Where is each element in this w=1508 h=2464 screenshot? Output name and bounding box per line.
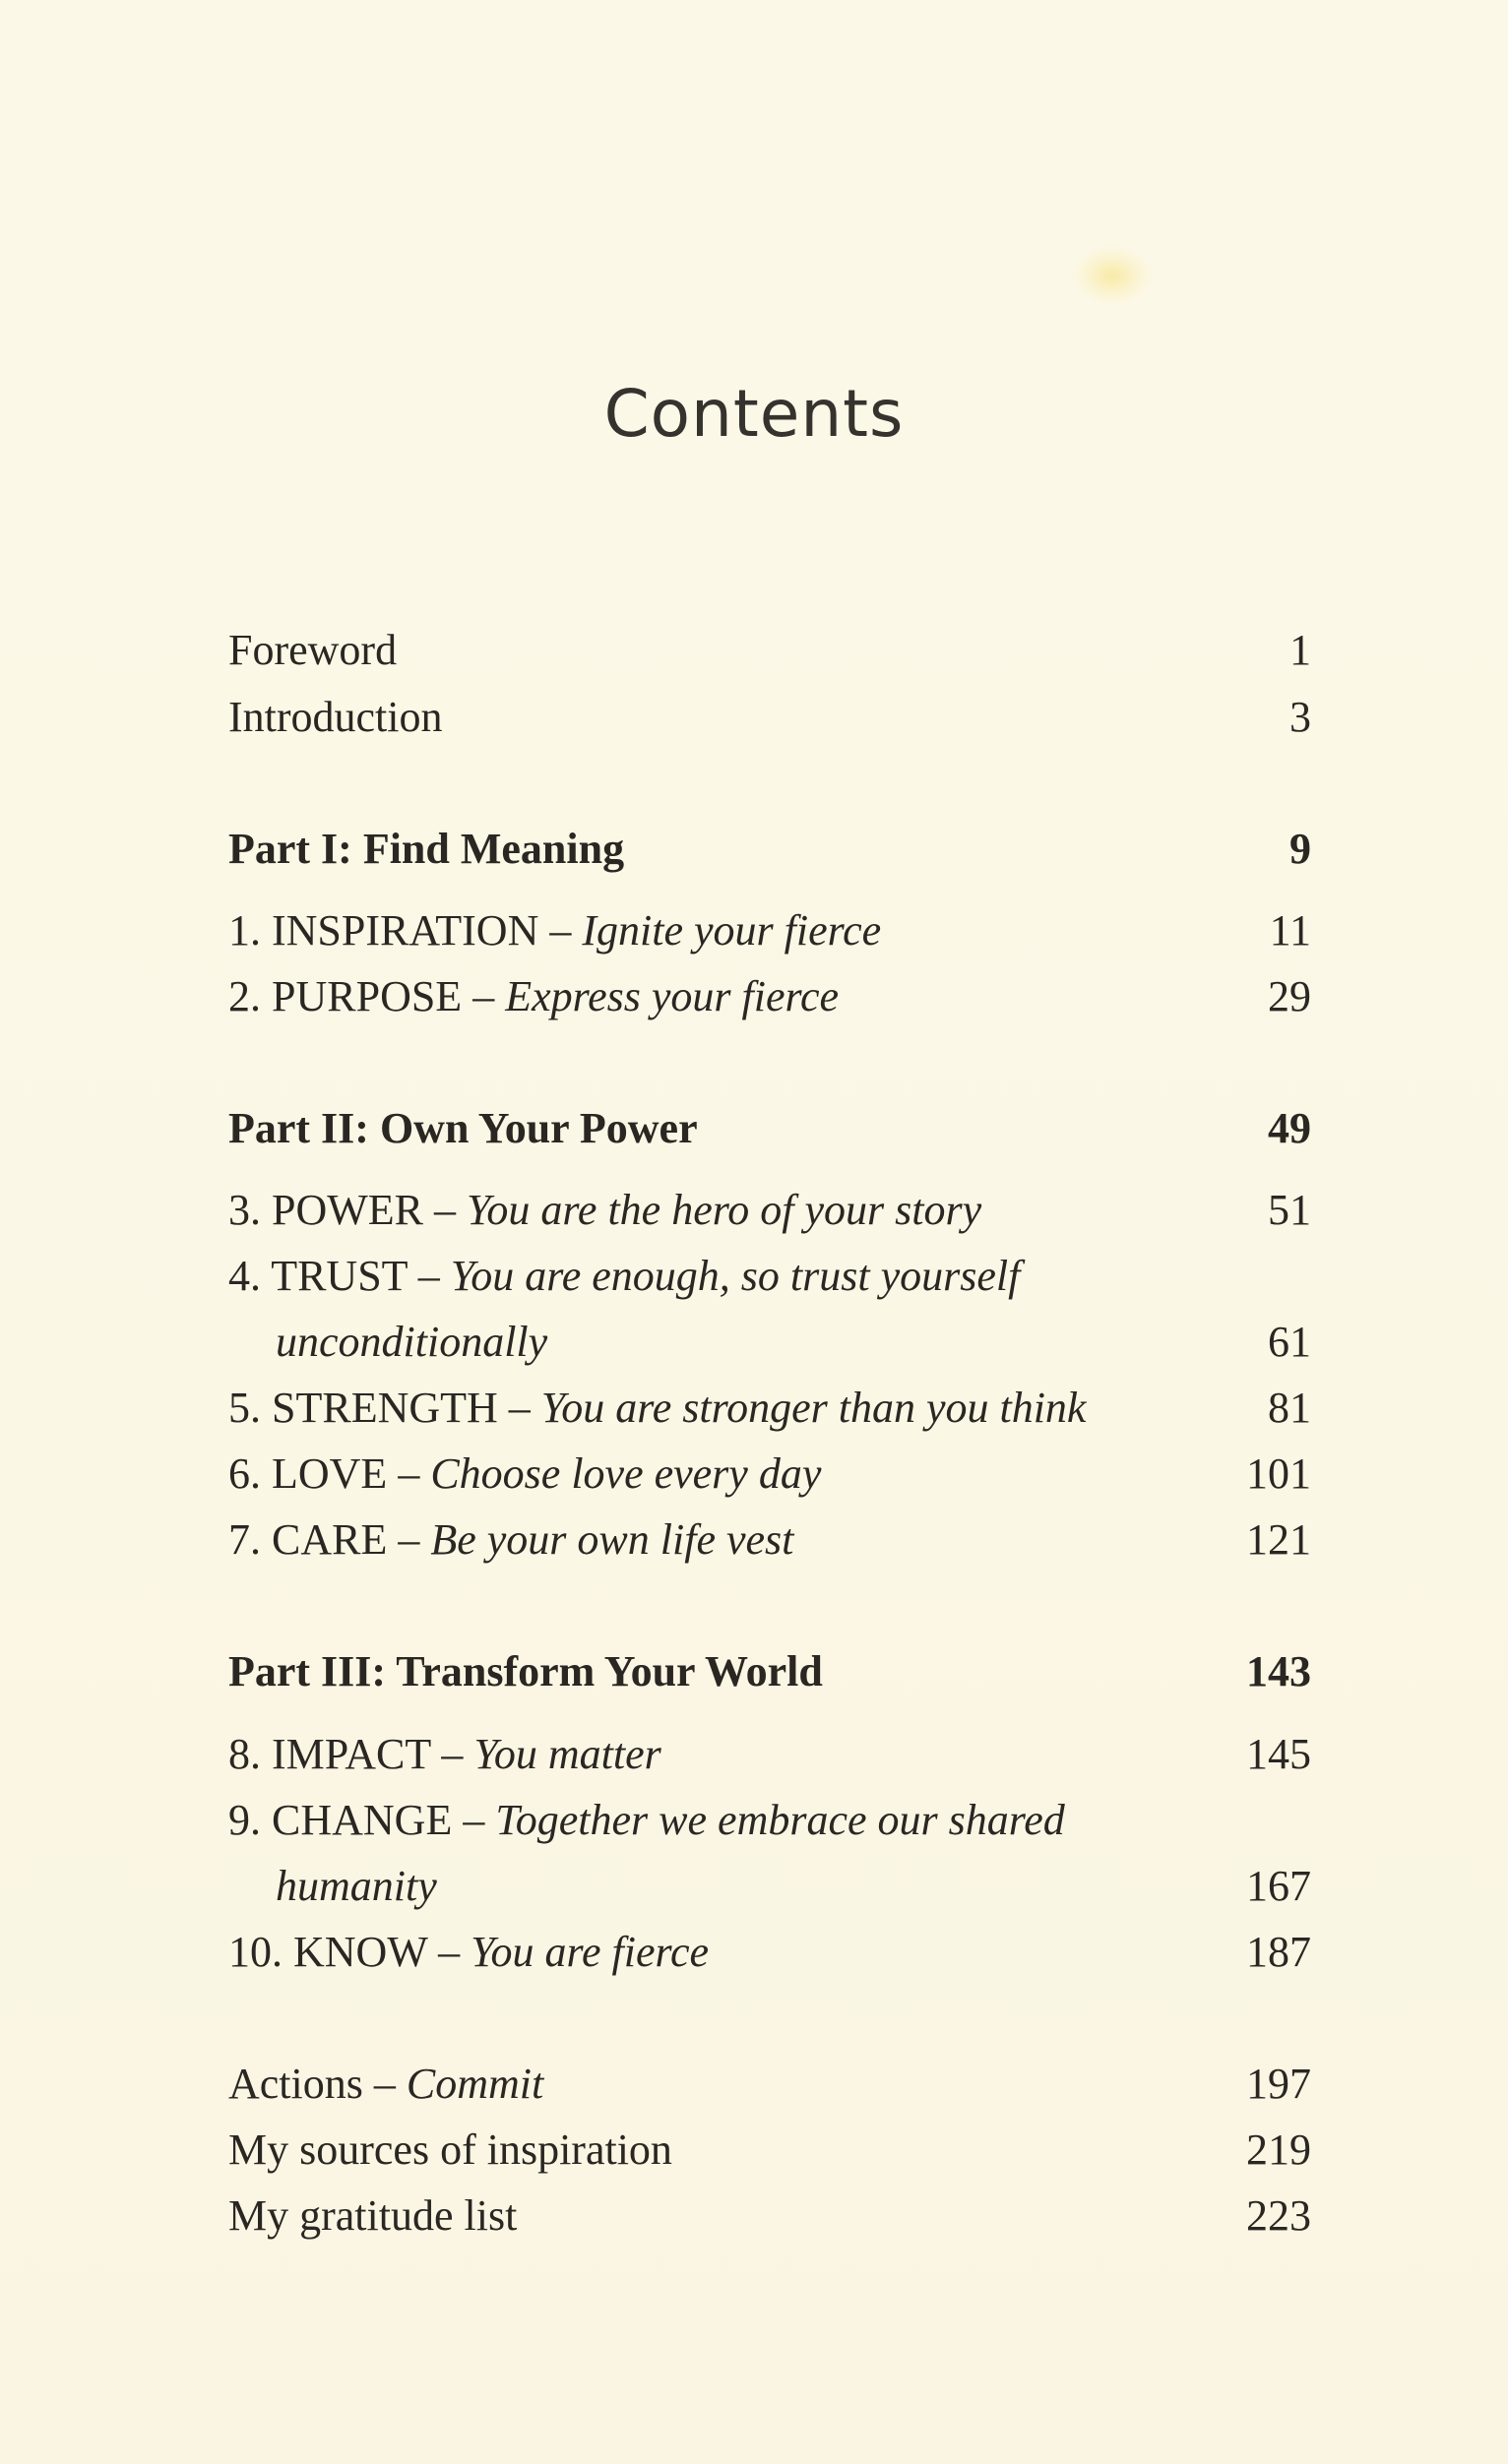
toc-page-number: 29 (1268, 972, 1311, 1020)
toc-page-number: 81 (1268, 1384, 1311, 1432)
chapter-subtitle: You are the hero of your story (467, 1186, 982, 1234)
chapter-subtitle: You are enough, so trust yourself (450, 1252, 1021, 1300)
toc-entry-chapter (228, 1791, 1311, 1850)
chapter-subtitle: Choose love every day (430, 1449, 822, 1498)
toc-entry-sources (228, 2121, 1311, 2180)
entry-name: Actions (228, 2060, 363, 2108)
toc-entry-label: 8. IMPACT – You matter (228, 1730, 661, 1778)
chapter-subtitle-continued: humanity (276, 1862, 437, 1910)
chapter-subtitle: You matter (473, 1730, 661, 1778)
toc-page-number: 121 (1246, 1515, 1311, 1564)
toc-entry-label: 7. CARE – Be your own life vest (228, 1515, 794, 1564)
chapter-name: 10. KNOW (228, 1928, 428, 1976)
toc-part-heading (228, 820, 1311, 879)
chapter-name: 8. IMPACT (228, 1730, 431, 1778)
toc-entry-actions (228, 2055, 1311, 2114)
toc-entry-chapter (228, 901, 1311, 960)
chapter-name: 4. TRUST (228, 1252, 408, 1300)
toc-entry-chapter (228, 1247, 1311, 1306)
toc-part-label: Part I: Find Meaning (228, 825, 625, 873)
chapter-name: 1. INSPIRATION (228, 906, 539, 955)
chapter-name: 2. PURPOSE (228, 972, 463, 1020)
toc-entry-label: 1. INSPIRATION – Ignite your fierce (228, 906, 882, 955)
toc-entry-foreword (228, 621, 1311, 680)
toc-entry-chapter (228, 1181, 1311, 1240)
toc-entry-label: My gratitude list (228, 2191, 518, 2240)
chapter-subtitle: Together we embrace our shared (495, 1796, 1065, 1844)
toc-entry-label: 6. LOVE – Choose love every day (228, 1449, 822, 1498)
toc-entry-label: 3. POWER – You are the hero of your story (228, 1186, 982, 1234)
chapter-name: 7. CARE (228, 1515, 388, 1564)
toc-entry-label: Actions – Commit (228, 2060, 544, 2108)
page-title: Contents (603, 376, 905, 452)
chapter-name: 3. POWER (228, 1186, 423, 1234)
toc-entry-chapter (228, 967, 1311, 1026)
toc-page-number: 3 (1289, 693, 1311, 741)
toc-page-number: 197 (1246, 2060, 1311, 2108)
toc-page-number: 49 (1268, 1104, 1311, 1152)
chapter-name: 5. STRENGTH (228, 1384, 498, 1432)
toc-page-number: 1 (1289, 626, 1311, 674)
toc-page-number: 219 (1246, 2125, 1311, 2174)
toc-entry-chapter (228, 1510, 1311, 1570)
toc-part-heading (228, 1642, 1311, 1701)
toc-entry-continuation (228, 1857, 1311, 1916)
toc-entry-chapter (228, 1445, 1311, 1504)
chapter-name: 6. LOVE (228, 1449, 388, 1498)
toc-page-number: 143 (1246, 1647, 1311, 1695)
toc-entry-gratitude (228, 2187, 1311, 2246)
toc-entry-label: 9. CHANGE – Together we embrace our shared (228, 1796, 1065, 1844)
chapter-subtitle: You are fierce (471, 1928, 710, 1976)
chapter-subtitle-continued: unconditionally (276, 1318, 548, 1366)
toc-part-label: Part III: Transform Your World (228, 1647, 823, 1695)
toc-page-number: 61 (1268, 1318, 1311, 1366)
chapter-name: 9. CHANGE (228, 1796, 453, 1844)
toc-entry-label: Introduction (228, 693, 443, 741)
toc-page-number: 145 (1246, 1730, 1311, 1778)
paper-stain (1073, 246, 1152, 305)
toc-entry-label: 2. PURPOSE – Express your fierce (228, 972, 840, 1020)
toc-page-number: 101 (1246, 1449, 1311, 1498)
chapter-subtitle: Express your fierce (505, 972, 840, 1020)
toc-page-number: 51 (1268, 1186, 1311, 1234)
entry-subtitle: Commit (406, 2060, 544, 2108)
toc-entry-label: 5. STRENGTH – You are stronger than you think (228, 1384, 1087, 1432)
chapter-subtitle: You are stronger than you think (540, 1384, 1087, 1432)
toc-entry-introduction (228, 688, 1311, 747)
toc-page-number: 187 (1246, 1928, 1311, 1976)
toc-entry-label: 10. KNOW – You are fierce (228, 1928, 710, 1976)
toc-page-number: 9 (1289, 825, 1311, 873)
toc-entry-chapter (228, 1725, 1311, 1784)
toc-entry-continuation (228, 1313, 1311, 1372)
toc-part-heading (228, 1099, 1311, 1158)
toc-page-number: 167 (1246, 1862, 1311, 1910)
toc-entry-chapter (228, 1923, 1311, 1982)
chapter-subtitle: Ignite your fierce (582, 906, 882, 955)
toc-entry-label: My sources of inspiration (228, 2125, 672, 2174)
toc-entry-label: 4. TRUST – You are enough, so trust yourself (228, 1252, 1021, 1300)
toc-part-label: Part II: Own Your Power (228, 1104, 698, 1152)
toc-entry-label: Foreword (228, 626, 398, 674)
toc-entry-chapter (228, 1379, 1311, 1438)
chapter-subtitle: Be your own life vest (430, 1515, 794, 1564)
toc-page-number: 11 (1269, 906, 1311, 955)
toc-page-number: 223 (1246, 2191, 1311, 2240)
